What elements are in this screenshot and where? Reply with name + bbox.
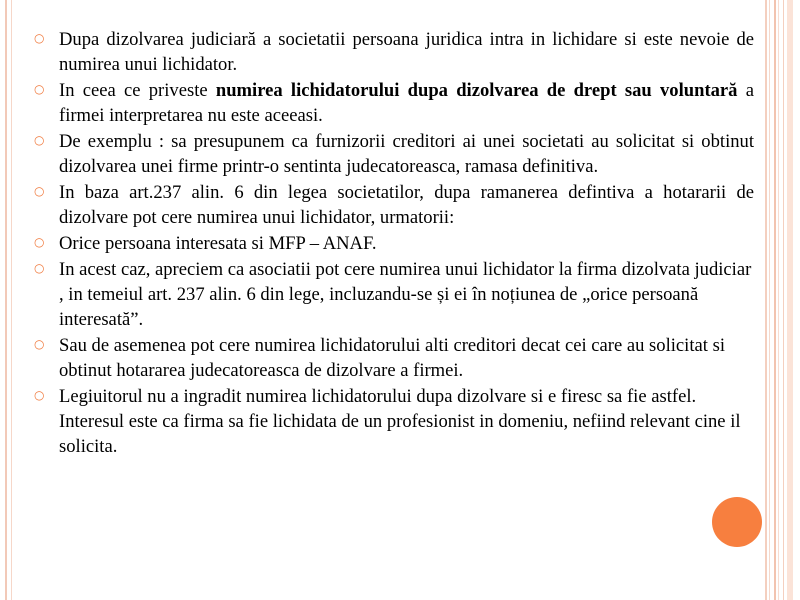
- right-decor-stripe: [765, 0, 767, 600]
- item-text: Orice persoana interesata si MFP – ANAF.: [59, 233, 377, 254]
- right-decor-stripe: [787, 0, 793, 600]
- right-decor-stripe: [774, 0, 776, 600]
- bullet-icon: ○: [34, 388, 45, 402]
- item-text-pre: In ceea ce priveste: [59, 80, 216, 101]
- bullet-list: [34, 27, 754, 460]
- bullet-icon: ○: [34, 184, 45, 198]
- bullet-icon: ○: [34, 31, 45, 45]
- bullet-icon: ○: [34, 82, 45, 96]
- list-item: [34, 27, 754, 77]
- list-item: [34, 78, 754, 128]
- list-item: [34, 129, 754, 179]
- item-text: Sau de asemenea pot cere numirea lichidatorului alti creditori decat cei care au solicitat si obtinut hotararea judecatoreasca de dizolvare a firmei.: [59, 335, 725, 381]
- item-text: In baza art.237 alin. 6 din legea societatilor, dupa ramanerea defintiva a hotararii de dizolvare pot cere numirea unui lichidator, urmatorii:: [59, 182, 754, 228]
- item-text-post: a firmei interpretarea nu este aceeasi.: [59, 80, 754, 126]
- right-decor-stripe: [769, 0, 770, 600]
- list-item: [34, 333, 754, 383]
- decorative-circle: [712, 497, 762, 547]
- left-border-line-thin: [11, 0, 12, 600]
- right-decor-stripe: [778, 0, 779, 600]
- list-item: [34, 180, 754, 230]
- item-text: In acest caz, apreciem ca asociatii pot cere numirea unui lichidator la firma dizolvata judiciar , in temeiul art. 237 alin. 6 din lege, incluzandu-se și ei în noțiunea de „orice persoană interesată”.: [59, 259, 752, 330]
- item-text: Legiuitorul nu a ingradit numirea lichidatorului dupa dizolvare si e firesc sa fie astfel. Interesul este ca firma sa fie lichidata de un profesionist in domeniu, nefiind relevant cine il solicita.: [59, 386, 741, 457]
- bullet-icon: ○: [34, 235, 45, 249]
- list-item: [34, 384, 754, 459]
- list-item: [34, 231, 754, 256]
- bullet-icon: ○: [34, 261, 45, 275]
- bullet-icon: ○: [34, 133, 45, 147]
- list-item: [34, 257, 754, 332]
- item-text: De exemplu : sa presupunem ca furnizorii creditori ai unei societati au solicitat si obtinut dizolvarea unei firme printr-o sentinta judecatoreasca, ramasa definitiva.: [59, 131, 754, 177]
- right-decor-stripe: [783, 0, 784, 600]
- left-border-line: [5, 0, 7, 600]
- item-text: Dupa dizolvarea judiciară a societatii persoana juridica intra in lichidare si este nevoie de numirea unui lichidator.: [59, 29, 754, 75]
- bullet-icon: ○: [34, 337, 45, 351]
- item-text-bold: numirea lichidatorului dupa dizolvarea de drept sau voluntară: [215, 80, 738, 101]
